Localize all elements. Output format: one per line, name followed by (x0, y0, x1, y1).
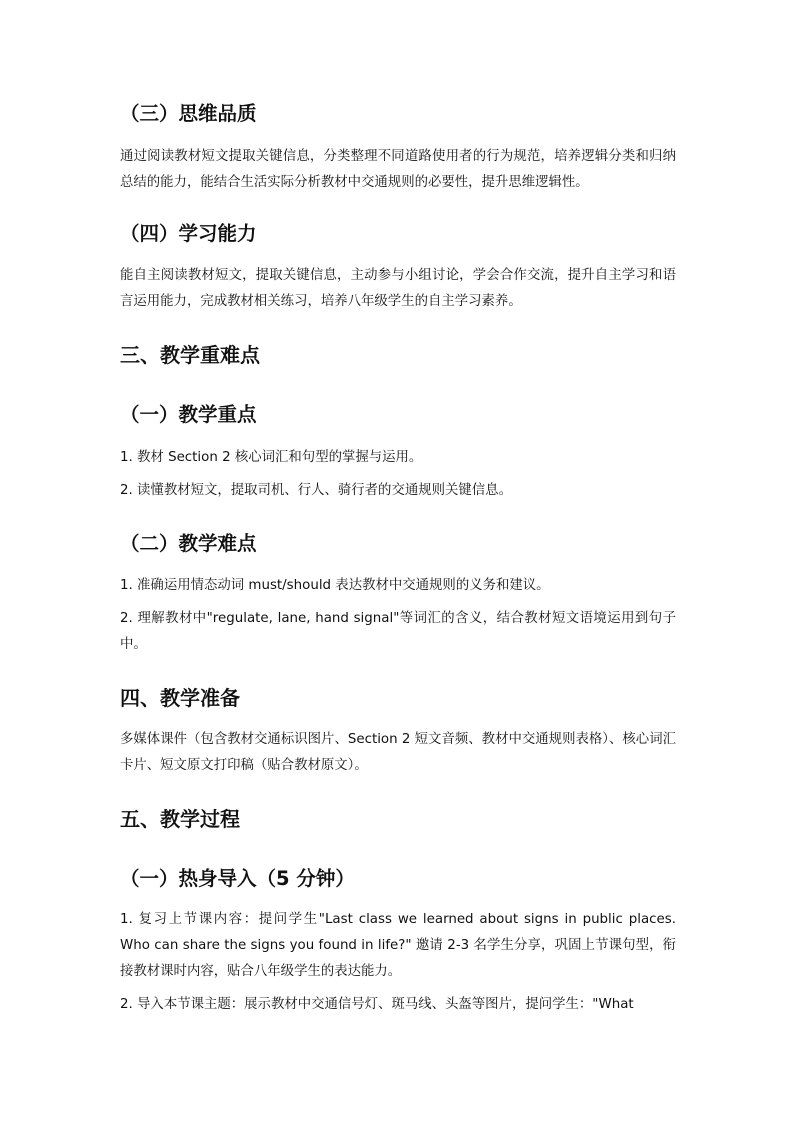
section-heading: （一）热身导入（5 分钟） (120, 867, 355, 890)
section-preparation (120, 685, 676, 711)
paragraph: 多媒体课件（包含教材交通标识图片、Section 2 短文音频、教材中交通规则表格）、核心词汇卡片、短文原文打印稿（贴合教材原文）。 (120, 732, 676, 773)
paragraph: 能自主阅读教材短文，提取关键信息，主动参与小组讨论，学会合作交流，提升自主学习和语言运用能力，完成教材相关练习，培养八年级学生的自主学习素养。 (120, 268, 676, 309)
warmup-list (120, 907, 676, 1018)
subsection-warmup (120, 867, 676, 891)
section-difficulties (120, 342, 676, 368)
key-points-list (120, 445, 676, 504)
chapter-heading: 四、教学准备 (120, 686, 240, 710)
list-item: 1. 教材 Section 2 核心词汇和句型的掌握与运用。 (120, 450, 423, 465)
chapter-heading: 三、教学重难点 (120, 343, 260, 367)
hard-points-list (120, 573, 676, 658)
section-thinking-text (120, 144, 676, 196)
section-heading: （一）教学重点 (120, 403, 257, 426)
preparation-text (120, 727, 676, 779)
section-learning-text (120, 263, 676, 315)
section-heading: （三）思维品质 (120, 102, 257, 125)
list-item: 1. 复习上节课内容：提问学生"Last class we learned about signs in public places. Who can share the signs you found in life?" 邀请 2-3 名学生分享，巩固上节课句型，衔接教材课时内容，贴合八年级学生的表达能力。 (120, 912, 676, 979)
chapter-heading: 五、教学过程 (120, 807, 240, 831)
paragraph: 通过阅读教材短文提取关键信息，分类整理不同道路使用者的行为规范，培养逻辑分类和归纳总结的能力，能结合生活实际分析教材中交通规则的必要性，提升思维逻辑性。 (120, 149, 676, 190)
list-item: 1. 准确运用情态动词 must/should 表达教材中交通规则的义务和建议。 (120, 578, 550, 593)
section-heading: （二）教学难点 (120, 532, 257, 555)
subsection-hard-points (120, 532, 676, 556)
list-item: 2. 读懂教材短文，提取司机、行人、骑行者的交通规则关键信息。 (120, 483, 512, 498)
section-process (120, 806, 676, 832)
list-item: 2. 理解教材中"regulate, lane, hand signal"等词汇的含义，结合教材短文语境运用到句子中。 (120, 611, 676, 652)
section-thinking-quality (120, 102, 676, 126)
section-learning-ability (120, 222, 676, 246)
list-item: 2. 导入本节课主题：展示教材中交通信号灯、斑马线、头盔等图片，提问学生："What (120, 997, 634, 1012)
subsection-key-points (120, 403, 676, 427)
section-heading: （四）学习能力 (120, 222, 257, 245)
